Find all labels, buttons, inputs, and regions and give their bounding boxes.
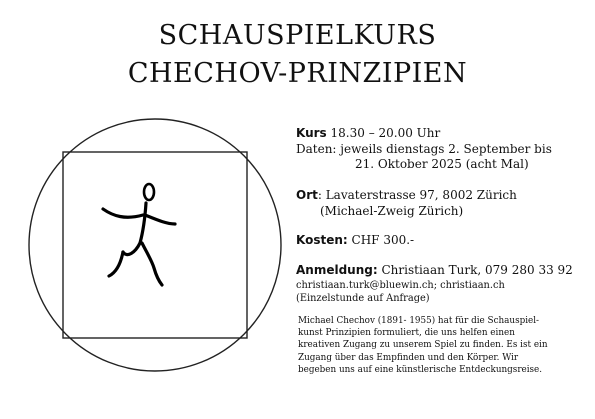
registration-contact: Christiaan Turk, 079 280 33 92	[381, 263, 573, 277]
course-time	[296, 126, 592, 141]
registration-note: (Einzelstunde auf Anfrage)	[296, 293, 430, 304]
dancing-figure-icon	[25, 100, 285, 390]
course-dates-line-2: 21. Oktober 2025 (acht Mal)	[355, 157, 529, 171]
page-title-line-1: SCHAUSPIELKURS	[158, 20, 437, 51]
page-title-line-2: CHECHOV-PRINZIPIEN	[127, 58, 468, 89]
course-dates-line-1: Daten: jeweils dienstags 2. September bis	[296, 142, 552, 156]
cost-label: Kosten:	[296, 233, 348, 247]
course-description	[298, 315, 590, 376]
cost-value: CHF 300.-	[351, 233, 415, 247]
description-line: kunst Prinzipien formuliert, die uns helfen einen	[298, 328, 515, 339]
registration-label: Anmeldung:	[296, 263, 378, 277]
location-address-value: : Lavaterstrasse 97, 8002 Zürich	[317, 188, 517, 202]
description-line: kreativen Zugang zu unserem Spiel zu finden. Es ist ein	[298, 340, 548, 351]
registration-emails: christiaan.turk@bluewin.ch; christiaan.ch	[296, 280, 505, 291]
cost-line	[296, 233, 592, 248]
location-venue: (Michael-Zweig Zürich)	[320, 204, 464, 218]
location-address	[296, 188, 592, 203]
description-line: Michael Chechov (1891- 1955) hat für die Schauspiel-	[298, 316, 540, 326]
outer-circle	[29, 119, 281, 371]
description-line: Zugang über das Empfinden und den Körper. Wir	[298, 352, 519, 363]
registration-line	[296, 263, 592, 278]
inner-square	[63, 152, 247, 338]
course-time-value: 18.30 – 20.00 Uhr	[330, 126, 441, 140]
stick-figure	[103, 184, 175, 285]
description-line: begeben uns auf eine künstlerische Entdeckungsreise.	[298, 364, 543, 375]
course-label: Kurs	[296, 126, 327, 140]
location-label: Ort	[296, 188, 318, 202]
